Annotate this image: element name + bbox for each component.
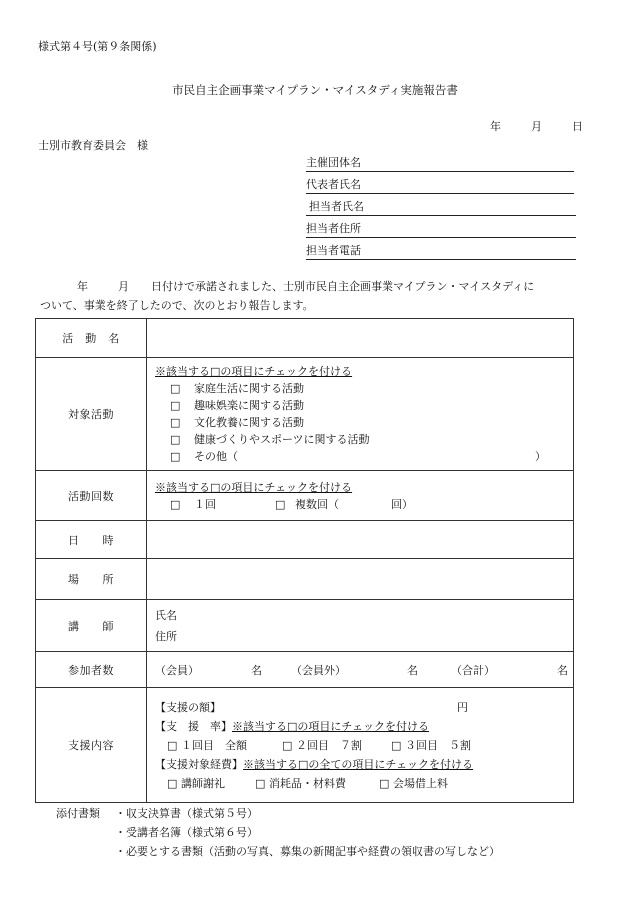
participants-label: 参加者数 — [36, 652, 147, 688]
attachments-label: 添付書類 — [56, 807, 100, 820]
participants-cell — [147, 652, 574, 688]
checkbox[interactable]: □ — [167, 738, 178, 752]
row-activity-count — [36, 471, 574, 521]
report-table — [35, 318, 574, 803]
instructor-label: 講 師 — [36, 600, 147, 652]
participants-non-member-unit: 名 — [407, 663, 418, 677]
checkbox[interactable]: □ — [170, 450, 181, 463]
expense-supplies: 消耗品・材料費 — [269, 776, 346, 790]
contact-address-field[interactable] — [306, 221, 576, 238]
support-label: 支援内容 — [36, 688, 147, 803]
support-expense-instruction: ※該当する□の全ての項目にチェックを付ける — [243, 757, 474, 771]
checkbox[interactable]: □ — [282, 738, 293, 752]
row-activity-name — [36, 319, 574, 358]
other-close-paren: ） — [535, 450, 546, 463]
row-instructor — [36, 600, 574, 652]
row-support — [36, 688, 574, 803]
date-month: 月 — [531, 120, 542, 133]
activity-count-instruction: ※該当する□の項目にチェックを付ける — [155, 480, 353, 494]
support-amount-unit: 円 — [457, 700, 468, 714]
org-name-label: 主催団体名 — [306, 156, 361, 169]
participants-non-member: （会員外） — [291, 663, 346, 677]
row-place — [36, 559, 574, 600]
datetime-label: 日 時 — [36, 521, 147, 559]
intro-line1: 日付けで承諾されました、士別市民自主企画事業マイプラン・マイスタディに — [151, 280, 535, 293]
participants-total-unit: 名 — [557, 663, 568, 677]
checkbox[interactable]: □ — [170, 399, 181, 412]
target-activity-cell — [147, 358, 574, 471]
page-title: 市民自主企画事業マイプラン・マイスタディ実施報告書 — [172, 83, 458, 97]
option-home-life: 家庭生活に関する活動 — [194, 382, 304, 395]
contact-phone-field[interactable] — [306, 243, 576, 260]
checkbox[interactable]: □ — [170, 382, 181, 395]
intro-line2: ついて、事業を終了したので、次のとおり報告します。 — [40, 299, 314, 312]
option-health-sports: 健康づくりやスポーツに関する活動 — [194, 433, 370, 446]
intro-year: 年 — [77, 280, 88, 293]
date-day: 日 — [572, 120, 583, 133]
instructor-address-label: 住所 — [155, 629, 177, 643]
contact-name-field[interactable] — [306, 199, 576, 216]
expense-instructor-fee: 講師謝礼 — [181, 776, 225, 790]
target-activity-label: 対象活動 — [36, 358, 147, 471]
rate-first: １回目 全額 — [181, 738, 247, 752]
activity-name-label: 活 動 名 — [36, 319, 147, 358]
attachment-item: ・受講者名簿（様式第６号） — [115, 826, 258, 839]
contact-name-label: 担当者氏名 — [309, 200, 364, 213]
rate-second: ２回目 ７割 — [296, 738, 362, 752]
checkbox[interactable]: □ — [167, 776, 178, 790]
option-culture: 文化教養に関する活動 — [194, 416, 304, 429]
date-line — [490, 118, 583, 134]
intro-month: 月 — [118, 280, 129, 293]
contact-phone-label: 担当者電話 — [306, 244, 361, 257]
support-expense-label: 【支援対象経費】 — [155, 757, 243, 771]
contact-address-label: 担当者住所 — [306, 222, 361, 235]
option-hobby: 趣味娯楽に関する活動 — [194, 399, 304, 412]
attachment-item: ・必要とする書類（活動の写真、募集の新聞記事や経費の領収書の写しなど） — [115, 845, 500, 858]
row-datetime — [36, 521, 574, 559]
rate-third: ３回目 ５割 — [405, 738, 471, 752]
row-target-activity — [36, 358, 574, 471]
target-activity-instruction: ※該当する□の項目にチェックを付ける — [155, 365, 353, 378]
activity-count-label: 活動回数 — [36, 471, 147, 521]
checkbox[interactable]: □ — [170, 497, 181, 511]
checkbox[interactable]: □ — [391, 738, 402, 752]
count-multiple: 複数回（ — [295, 497, 339, 511]
checkbox[interactable]: □ — [275, 497, 286, 511]
participants-total: （合計） — [451, 663, 495, 677]
place-cell[interactable] — [147, 559, 574, 600]
form-number: 様式第４号(第９条関係) — [38, 40, 157, 53]
count-once: １回 — [194, 497, 216, 511]
place-label: 場 所 — [36, 559, 147, 600]
option-other: その他（ — [194, 450, 238, 463]
attachment-item: ・収支決算書（様式第５号） — [115, 807, 258, 820]
count-multiple-end: 回） — [391, 497, 413, 511]
support-amount-label: 【支援の額】 — [155, 700, 221, 714]
participants-member-unit: 名 — [251, 663, 262, 677]
checkbox[interactable]: □ — [379, 776, 390, 790]
support-cell — [147, 688, 574, 803]
instructor-name-label: 氏名 — [155, 608, 177, 622]
support-rate-instruction: ※該当する□の項目にチェックを付ける — [232, 719, 430, 733]
checkbox[interactable]: □ — [170, 416, 181, 429]
participants-member: （会員） — [155, 663, 199, 677]
datetime-cell[interactable] — [147, 521, 574, 559]
checkbox[interactable]: □ — [170, 433, 181, 446]
activity-name-cell[interactable] — [147, 319, 574, 358]
row-participants — [36, 652, 574, 688]
date-year: 年 — [490, 120, 501, 133]
checkbox[interactable]: □ — [255, 776, 266, 790]
support-rate-label: 【支 援 率】 — [155, 719, 232, 733]
addressee: 士別市教育委員会 様 — [38, 139, 148, 152]
representative-field[interactable] — [306, 177, 574, 194]
expense-venue: 会場借上料 — [393, 776, 448, 790]
activity-count-cell — [147, 471, 574, 521]
representative-label: 代表者氏名 — [306, 178, 361, 191]
intro-text — [40, 277, 590, 315]
instructor-cell — [147, 600, 574, 652]
org-name-field[interactable] — [306, 155, 574, 172]
